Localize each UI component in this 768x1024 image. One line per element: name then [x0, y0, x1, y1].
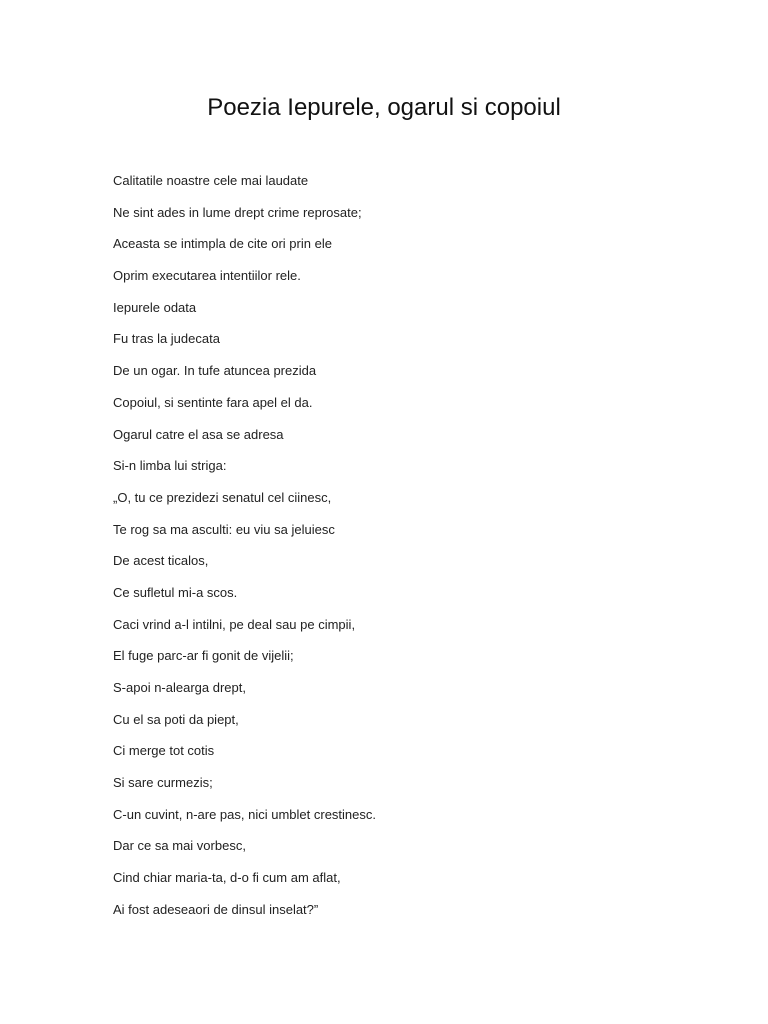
poem-line: Cu el sa poti da piept,	[113, 711, 239, 727]
poem-line: Aceasta se intimpla de cite ori prin ele	[113, 236, 332, 252]
poem-line: Ci merge tot cotis	[113, 743, 215, 759]
poem-line: Calitatile noastre cele mai laudate	[113, 173, 309, 188]
poem-line: „O, tu ce prezidezi senatul cel ciinesc,	[113, 489, 332, 505]
poem-line: Dar ce sa mai vorbesc,	[113, 838, 246, 854]
poem-line: Ne sint ades in lume drept crime reprosate;	[113, 204, 362, 220]
page-title: Poezia Iepurele, ogarul si copoiul	[207, 94, 561, 121]
poem-line: Cind chiar maria-ta, d-o fi cum am aflat,	[113, 870, 341, 886]
poem-line: Ce sufletul mi-a scos.	[113, 584, 238, 600]
poem-line: Oprim executarea intentiilor rele.	[113, 268, 301, 284]
poem-line: Te rog sa ma asculti: eu viu sa jeluiesc	[113, 521, 335, 537]
poem-line: Iepurele odata	[113, 299, 197, 315]
poem-line: De un ogar. In tufe atuncea prezida	[113, 363, 317, 379]
poem-line: Si sare curmezis;	[113, 775, 213, 791]
poem-line: Ai fost adeseaori de dinsul inselat?”	[113, 901, 319, 917]
poem-line: C-un cuvint, n-are pas, nici umblet crestinesc.	[113, 806, 376, 822]
poem-line: Fu tras la judecata	[113, 331, 220, 347]
poem-line: Si-n limba lui striga:	[113, 458, 227, 474]
poem-line: Ogarul catre el asa se adresa	[113, 426, 284, 442]
poem-line: S-apoi n-alearga drept,	[113, 680, 246, 695]
poem-line: Caci vrind a-l intilni, pe deal sau pe cimpii,	[113, 616, 356, 632]
poem-line: De acest ticalos,	[113, 553, 209, 569]
poem-body	[113, 170, 376, 931]
poem-line: El fuge parc-ar fi gonit de vijelii;	[113, 648, 294, 664]
poem-line: Copoiul, si sentinte fara apel el da.	[113, 394, 313, 410]
